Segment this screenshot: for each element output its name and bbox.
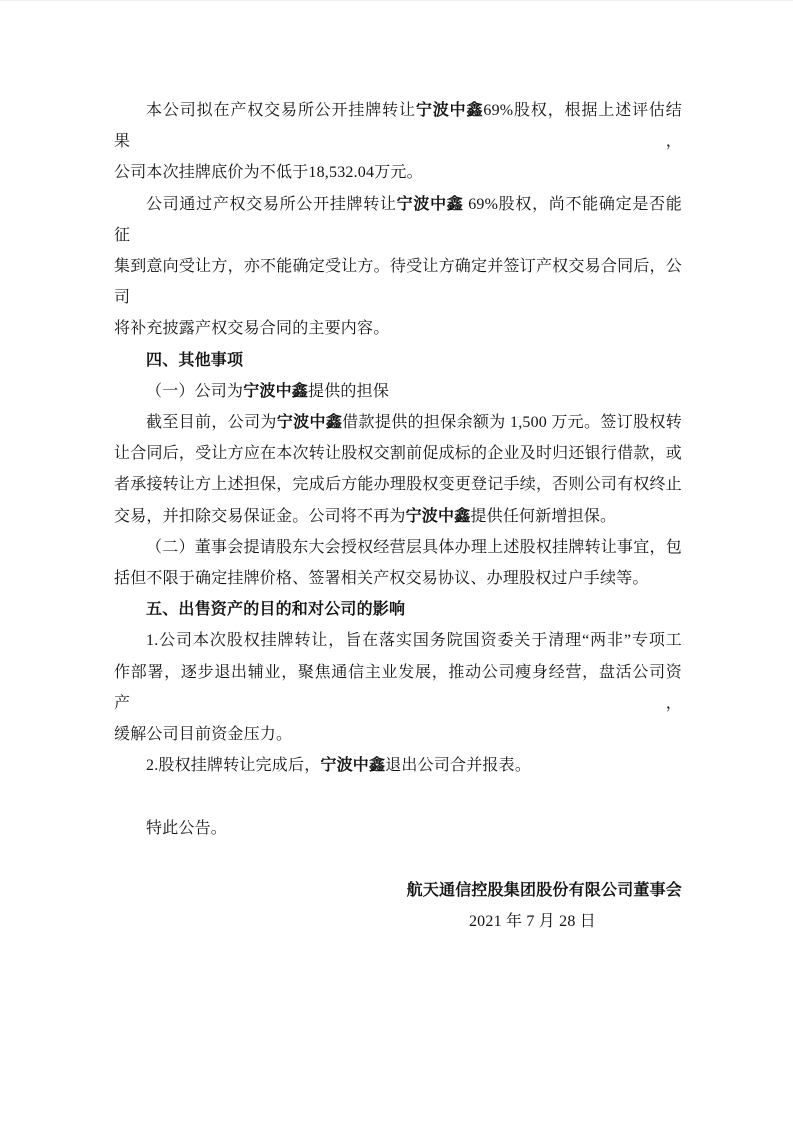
document-line-body — [114, 532, 682, 563]
document-line-body — [114, 407, 682, 438]
document-line-body — [114, 563, 682, 594]
text-segment: 2.股权挂牌转让完成后， — [146, 757, 321, 775]
text-segment: 将补充披露产权交易合同的主要内容。 — [114, 320, 390, 338]
text-segment: 公司本次挂牌底价为不低于18,532.04万元。 — [114, 164, 423, 182]
text-segment: 特此公告。 — [146, 819, 228, 837]
text-segment: （一）公司为 — [146, 382, 244, 400]
text-segment: 交易，并扣除交易保证金。公司将不再为 — [114, 507, 406, 525]
text-segment: 提供任何新增担保。 — [470, 507, 617, 525]
document-line-body — [114, 469, 682, 500]
document-line-heading — [114, 594, 682, 625]
document-line-body — [114, 813, 682, 844]
document-line-body — [114, 157, 682, 188]
text-segment: 借款提供的担保余额为 1,500 万元。签订股权转 — [342, 414, 682, 432]
company-name-bold-text: 宁波中鑫 — [396, 195, 464, 213]
text-segment: 括但不限于确定挂牌价格、签署相关产权交易协议、办理股权过户手续等。 — [114, 570, 649, 588]
document-line-heading — [114, 345, 682, 376]
text-segment: 作部署，逐步退出辅业，聚焦通信主业发展，推动公司瘦身经营，盘活公司资产， — [114, 663, 682, 712]
company-name-bold-text: 宁波中鑫 — [415, 102, 484, 119]
text-segment: 公司通过产权交易所公开挂牌转让 — [146, 195, 397, 213]
company-name-bold-text: 宁波中鑫 — [276, 414, 343, 432]
text-segment: 集到意向受让方，亦不能确定受让方。待受让方确定并签订产权交易合同后，公司 — [114, 258, 682, 307]
document-line-body — [114, 501, 682, 532]
document-line-body — [114, 438, 682, 469]
document-line-body — [114, 719, 682, 750]
text-segment: 1.公司本次股权挂牌转让，旨在落实国务院国资委关于清理“两非”专项工 — [146, 632, 682, 650]
company-name-bold-text: 宁波中鑫 — [320, 757, 386, 775]
text-segment: 缓解公司目前资金压力。 — [114, 726, 293, 744]
document-line-signature — [114, 875, 682, 906]
text-segment: 69%股权，尚不能确定是否能征 — [114, 195, 682, 244]
text-segment: 提供的担保 — [308, 382, 390, 400]
document-line-body — [114, 376, 682, 407]
company-name-bold-text: 四、其他事项 — [146, 351, 244, 369]
text-segment: （二）董事会提请股东大会授权经营层具体办理上述股权挂牌转让事宜，包 — [146, 538, 682, 556]
document-line-body — [114, 313, 682, 344]
document-line-date — [114, 906, 682, 937]
text-segment: 截至目前，公司为 — [146, 414, 277, 432]
text-segment: 退出公司合并报表。 — [385, 757, 532, 775]
document-line-blank — [114, 844, 682, 875]
text-segment: 69%股权，根据上述评估结果， — [114, 102, 683, 151]
document-line-body — [114, 625, 682, 656]
company-name-bold-text: 五、出售资产的目的和对公司的影响 — [146, 601, 406, 619]
document-line-body — [114, 95, 682, 157]
text-segment: 2021 年 7 月 28 日 — [468, 913, 596, 931]
document-body — [114, 95, 682, 937]
company-name-bold-text: 航天通信控股集团股份有限公司董事会 — [406, 882, 682, 900]
document-line-body — [114, 189, 682, 251]
company-name-bold-text: 宁波中鑫 — [243, 382, 309, 400]
document-line-body — [114, 750, 682, 781]
company-name-bold-text: 宁波中鑫 — [405, 507, 471, 525]
document-line-body — [114, 251, 682, 313]
text-segment: 本公司拟在产权交易所公开挂牌转让 — [146, 102, 416, 119]
document-line-blank — [114, 781, 682, 812]
text-segment: 让合同后，受让方应在本次转让股权交割前促成标的企业及时归还银行借款，或 — [114, 445, 682, 463]
document-line-body — [114, 657, 682, 719]
text-segment: 者承接转让方上述担保，完成后方能办理股权变更登记手续，否则公司有权终止 — [114, 476, 682, 494]
